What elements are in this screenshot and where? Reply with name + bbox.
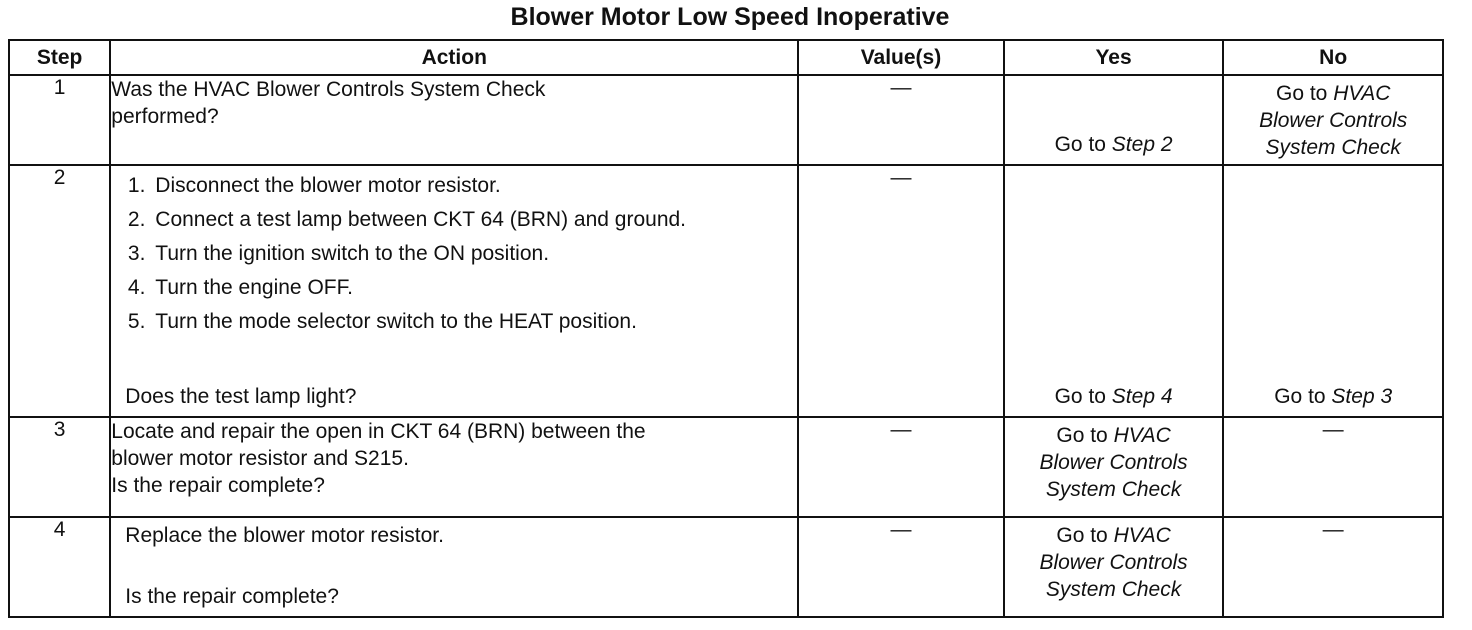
substep: 3. Turn the ignition switch to the ON position. [151,240,797,267]
no-link[interactable]: Step 3 [1331,385,1393,408]
no-prefix: Go to [1274,385,1332,408]
substep: 5. Turn the mode selector switch to the HEAT position. [151,308,797,335]
table-row [9,75,1443,165]
table-row [9,517,1443,617]
yes-link[interactable]: System Check [1045,578,1182,601]
header-yes: Yes [1004,40,1224,75]
no-link[interactable]: Blower Controls [1259,109,1408,132]
action-text: Locate and repair the open in CKT 64 (BRN) between the [111,420,646,443]
action-cell [110,417,798,517]
yes-prefix: Go to [1054,385,1112,408]
header-action: Action [110,40,798,75]
action-cell [110,165,798,417]
header-row [9,40,1443,75]
yes-cell [1004,165,1224,417]
step-number: 4 [9,517,110,617]
yes-cell [1004,75,1224,165]
question-text: Is the repair complete? [111,474,325,497]
yes-link[interactable]: Blower Controls [1039,451,1188,474]
step-number: 1 [9,75,110,165]
value-cell: — [798,417,1004,517]
diagnostic-table [8,39,1444,618]
no-cell: — [1223,417,1443,517]
action-text: Was the HVAC Blower Controls System Check [111,78,546,101]
value-cell: — [798,75,1004,165]
yes-cell [1004,417,1224,517]
value-cell: — [798,165,1004,417]
header-values: Value(s) [798,40,1004,75]
question-text: Is the repair complete? [125,585,339,608]
page-title: Blower Motor Low Speed Inoperative [510,3,950,31]
no-prefix: Go to [1275,82,1334,105]
header-no: No [1223,40,1443,75]
no-cell: — [1223,517,1443,617]
substep: 4. Turn the engine OFF. [151,274,797,301]
question-text: Does the test lamp light? [125,385,357,408]
yes-prefix: Go to [1054,133,1112,156]
value-cell: — [798,517,1004,617]
yes-link[interactable]: HVAC [1113,524,1171,547]
action-cell [110,517,798,617]
action-text: blower motor resistor and S215. [111,447,409,470]
no-link[interactable]: HVAC [1333,82,1391,105]
substep-list [111,172,797,335]
yes-prefix: Go to [1056,524,1114,547]
substep: 1. Disconnect the blower motor resistor. [151,172,797,199]
yes-link[interactable]: Blower Controls [1039,551,1188,574]
action-text: Replace the blower motor resistor. [125,524,444,547]
no-link[interactable]: System Check [1265,136,1401,159]
action-text: performed? [111,105,219,128]
yes-cell [1004,517,1224,617]
action-cell [110,75,798,165]
table-row [9,165,1443,417]
substep: 2. Connect a test lamp between CKT 64 (BRN) and ground. [151,206,715,233]
yes-link[interactable]: HVAC [1113,424,1171,447]
no-cell [1223,165,1443,417]
table-row [9,417,1443,517]
yes-link[interactable]: System Check [1045,478,1182,501]
step-number: 3 [9,417,110,517]
header-step: Step [9,40,110,75]
yes-link[interactable]: Step 4 [1111,385,1173,408]
yes-prefix: Go to [1056,424,1114,447]
no-cell [1223,75,1443,165]
step-number: 2 [9,165,110,417]
yes-link[interactable]: Step 2 [1111,133,1173,156]
